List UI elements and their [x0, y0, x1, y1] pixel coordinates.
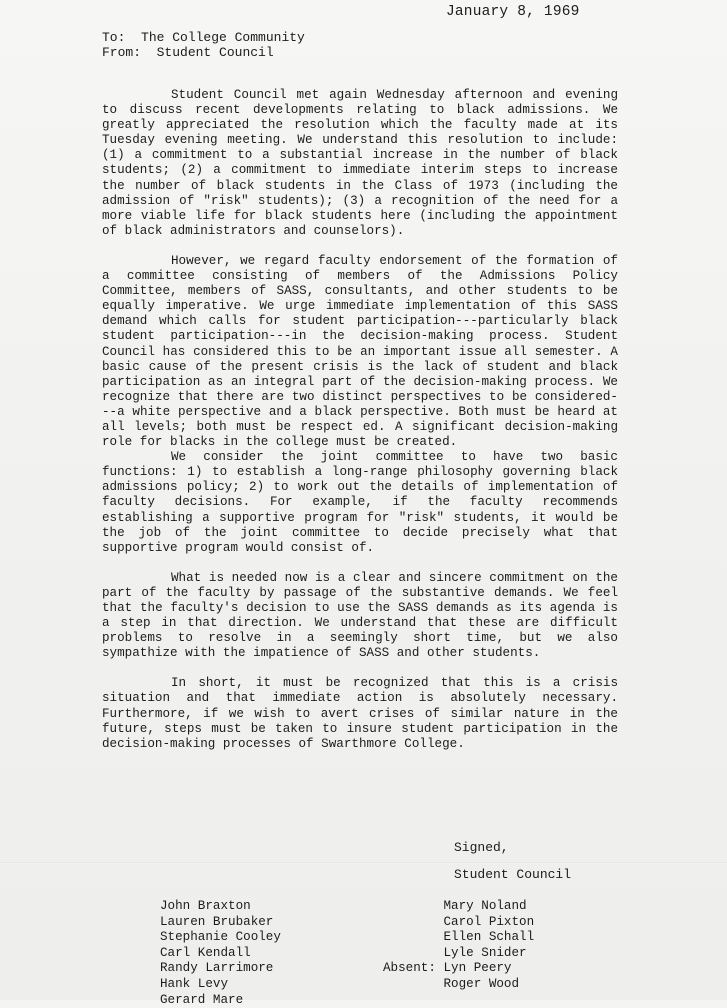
signature-block — [454, 840, 571, 894]
member-name: Carl Kendall — [160, 945, 251, 960]
absent-name: Lyn Peery — [443, 961, 512, 976]
member-name — [383, 930, 534, 946]
member-name: Gerard Mare — [160, 992, 244, 1007]
absent-line — [383, 977, 534, 993]
member-name-text: Lyle Snider — [443, 945, 527, 960]
paper-fold-line — [0, 862, 727, 864]
member-name-text: Ellen Schall — [443, 930, 535, 945]
to-label: To: — [102, 30, 126, 45]
paragraph-4: What is needed now is a clear and sincere commitment on the part of the faculty by passage of the substantive demands. We feel that the faculty's decision to use the SASS demands as its agenda is a step in that direction. We understand that these are difficult problems to resolve in a seemingly short time, but we also sympathize with the impatience of SASS and other students. — [102, 570, 618, 661]
member-name: Lauren Brubaker — [160, 914, 274, 929]
paragraph-5: In short, it must be recognized that this is a crisis situation and that immediate action is absolutely necessary. Furthermore, if we wish to avert crises of similar nature in the future, steps must be taken to insure student participation in the decision-making processes of Swarthmore College. — [102, 676, 618, 751]
member-name — [383, 899, 534, 915]
from-line — [102, 45, 305, 60]
absent-line — [383, 961, 534, 977]
to-line — [102, 30, 305, 45]
to-value: The College Community — [141, 30, 305, 45]
member-name — [383, 915, 534, 931]
letter-body — [102, 88, 618, 767]
absent-label: Absent: — [383, 961, 436, 976]
member-name: Stephanie Cooley — [160, 930, 281, 945]
members-left-column — [160, 899, 281, 1008]
from-label: From: — [102, 45, 142, 60]
member-name: Randy Larrimore — [160, 961, 274, 976]
paragraph-2: However, we regard faculty endorsement of the formation of a committee consisting of members of the Admissions Policy Committee, members of SASS, consultants, and other students to be equally imperative. We urge immediate implementation of this SASS demand which calls for student participation---particularly black student participation---in the decision-making process. Student Council has considered this to be an important issue all semester. A basic cause of the present crisis is the lack of student and black participation as an integral part of the decision-making process. We recognize that there are two distinct perspectives to be considered---a white perspective and a black perspective. Both must be heard at all levels; both must be respect ed. A significant decision-making role for blacks in the college must be created. — [102, 253, 618, 450]
member-name — [383, 946, 534, 962]
from-value: Student Council — [156, 45, 274, 60]
member-name: John Braxton — [160, 899, 251, 913]
absent-name: Roger Wood — [443, 976, 520, 991]
signer-name: Student Council — [454, 867, 572, 882]
letter-header — [102, 30, 305, 60]
members-right-column — [383, 899, 534, 993]
signed-label: Signed, — [454, 840, 509, 855]
paragraph-1: Student Council met again Wednesday afternoon and evening to discuss recent developments relating to black admissions. We greatly appreciated the resolution which the faculty made at its Tuesday evening meeting. We understand this resolution to include: (1) a commitment to a substantial increase in the number of black students; (2) a commitment to immediate interim steps to increase the number of black students in the Class of 1973 (including the admission of "risk" students); (3) a recognition of the need for a more viable life for black students here (including the appointment of black administrators and counselors). — [102, 88, 618, 238]
member-name-text: Mary Noland — [443, 899, 527, 913]
paragraph-3: We consider the joint committee to have two basic functions: 1) to establish a long-range philosophy governing black admissions policy; 2) to work out the details of implementation of faculty decisions. For example, if the faculty recommends establishing a supportive program for "risk" students, it would be the job of the joint committee to decide precisely what that supportive program would consist of. — [102, 450, 618, 555]
member-name-text: Carol Pixton — [443, 914, 535, 929]
letter-date: January 8, 1969 — [446, 4, 580, 20]
member-name: Hank Levy — [160, 976, 229, 991]
